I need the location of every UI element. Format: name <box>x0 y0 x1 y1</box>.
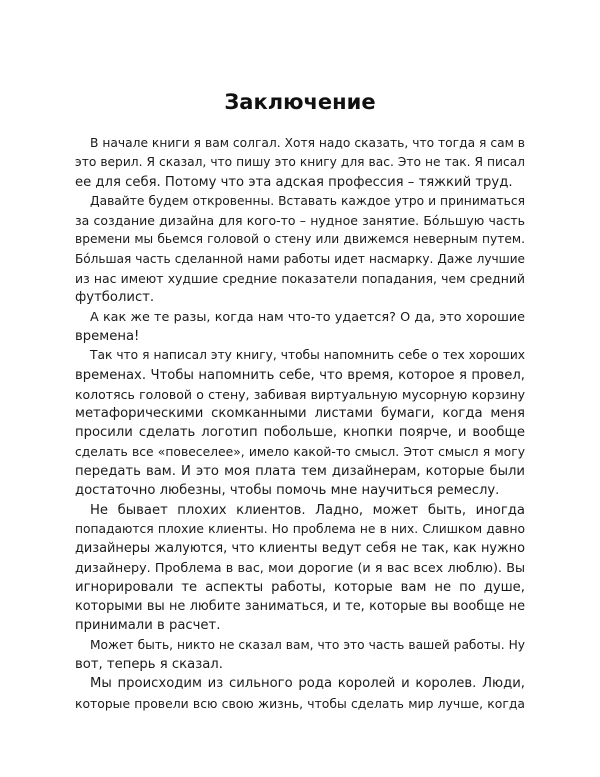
paragraph-7 <box>75 674 525 713</box>
text-line: которыми вы не любите заниматься, и те, которые вы вообще не <box>75 599 525 615</box>
text-line: игнорировали те аспекты работы, которые вам не по душе, <box>75 579 525 595</box>
text-line: Бóльшая часть сделанной нами работы идет насмарку. Даже лучшие <box>75 251 525 266</box>
text-line: передать вам. И это моя плата тем дизайнерам, которые были <box>75 464 525 480</box>
text-line: В начале книги я вам солгал. Хотя надо сказать, что тогда я сам в <box>90 136 525 150</box>
paragraph-6 <box>75 636 525 675</box>
text-line: достаточно любезны, чтобы помочь мне научиться ремеслу. <box>75 483 500 499</box>
text-line: Может быть, никто не сказал вам, что это часть вашей работы. Ну <box>90 637 525 652</box>
chapter-title: Заключение <box>224 90 376 114</box>
paragraph-3 <box>75 308 525 347</box>
text-line: Мы происходим из сильного рода королей и королев. Люди, <box>90 676 525 692</box>
text-line: дизайнеры жалуются, что клиенты ведут себя не так, как нужно <box>75 541 525 557</box>
text-line: колотясь головой о стену, забивая виртуальную мусорную корзину <box>75 386 525 402</box>
text-line: Так что я написал эту книгу, чтобы напомнить себе о тех хороших <box>90 348 525 363</box>
text-line: метафорическими скомканными листами бумаги, когда меня <box>75 406 525 422</box>
text-line: Давайте будем откровенны. Вставать каждое утро и приниматься <box>90 193 525 208</box>
text-line: попадаются плохие клиенты. Но проблема не в них. Слишком давно <box>75 521 525 536</box>
text-line: это верил. Я сказал, что пишу это книгу для вас. Это не так. Я писал <box>75 155 525 170</box>
text-line: просили сделать логотип побольше, кнопки поярче, и вообще <box>75 425 525 441</box>
text-line: которые провели всю свою жизнь, чтобы сделать мир лучше, когда <box>75 695 525 711</box>
text-line: временах. Чтобы напомнить себе, что время, которое я провел, <box>75 367 525 383</box>
text-line: дизайнеру. Проблема в вас, мои дорогие (и я вас всех люблю). Вы <box>75 560 525 576</box>
text-line: сделать все «повеселее», имело какой-то смысл. Этот смысл я могу <box>75 444 525 459</box>
text-line: футболист. <box>75 290 155 306</box>
text-line: из нас имеют худшие средние показатели попадания, чем средний <box>75 271 525 287</box>
text-line: принимали в расчет. <box>75 618 221 634</box>
text-line: Не бывает плохих клиентов. Ладно, может быть, иногда <box>90 502 525 518</box>
text-line: А как же те разы, когда нам что-то удается? О да, это хорошие <box>90 309 525 325</box>
text-line: за создание дизайна для кого-то – нудное занятие. Бóльшую часть <box>75 213 525 229</box>
paragraph-4 <box>75 346 525 500</box>
body-text <box>75 134 525 713</box>
text-line: времена! <box>75 328 140 344</box>
paragraph-5 <box>75 501 525 636</box>
paragraph-1 <box>75 134 525 192</box>
text-line: ее для себя. Потому что эта адская профессия – тяжкий труд. <box>75 174 513 190</box>
paragraph-2 <box>75 192 525 308</box>
text-line: вот, теперь я сказал. <box>75 657 223 673</box>
text-line: времени мы бьемся головой о стену или движемся неверным путем. <box>75 232 525 247</box>
